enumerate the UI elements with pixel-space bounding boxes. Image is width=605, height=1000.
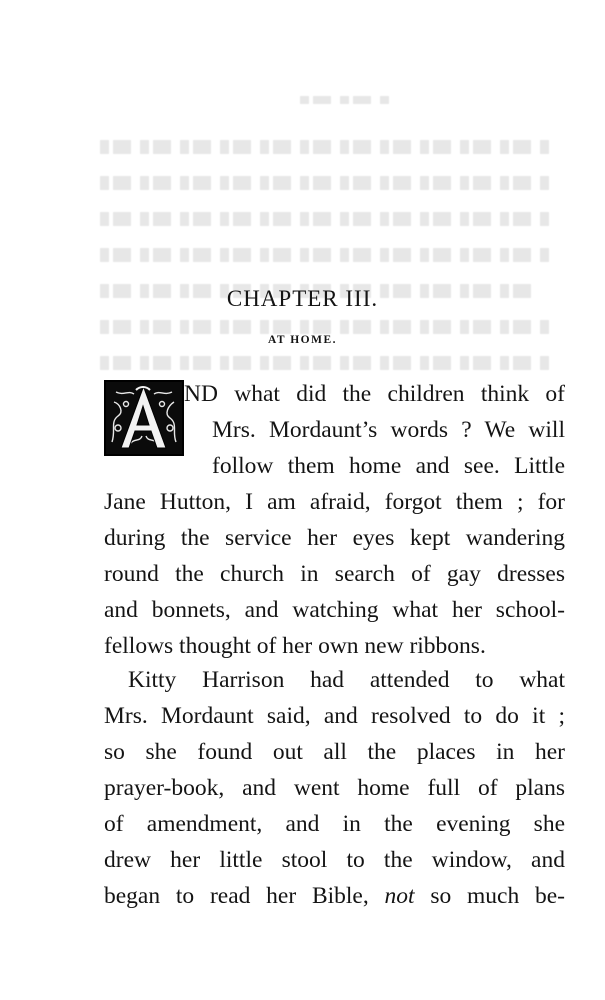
ornamental-initial-art bbox=[106, 382, 182, 454]
text-line-15 bbox=[104, 878, 565, 914]
chapter-subtitle: AT HOME. bbox=[267, 334, 338, 346]
last-line-emphasis: not bbox=[384, 883, 415, 909]
text-line-5: during the service her eyes kept wandering bbox=[104, 525, 565, 551]
text-line-8: fellows thought of her own new ribbons. bbox=[104, 633, 486, 659]
text-line-9: Kitty Harrison had attended to what bbox=[128, 667, 565, 693]
dropcap-letter: A bbox=[143, 422, 145, 423]
last-line-end: so much be- bbox=[414, 883, 565, 909]
text-line-13: of amendment, and in the evening she bbox=[104, 811, 565, 837]
text-line-11: so she found out all the places in her bbox=[104, 739, 565, 765]
ornamental-initial-a bbox=[104, 380, 184, 456]
text-line-12: prayer-book, and went home full of plans bbox=[104, 775, 565, 801]
text-line-2: Mrs. Mordaunt’s words ? We will bbox=[212, 417, 565, 443]
text-line-14: drew her little stool to the window, and bbox=[104, 847, 565, 873]
text-line-7: and bonnets, and watching what her school- bbox=[104, 597, 565, 623]
text-line-4: Jane Hutton, I am afraid, forgot them ; for bbox=[104, 489, 565, 515]
text-line-1: ND what did the children think of bbox=[184, 381, 565, 407]
last-line-start: began to read her Bible, bbox=[104, 883, 385, 909]
text-line-6: round the church in search of gay dresses bbox=[104, 561, 565, 587]
chapter-title: CHAPTER III. bbox=[226, 286, 379, 311]
text-line-3: follow them home and see. Little bbox=[212, 453, 565, 479]
text-line-10: Mrs. Mordaunt said, and resolved to do it ; bbox=[104, 703, 565, 729]
